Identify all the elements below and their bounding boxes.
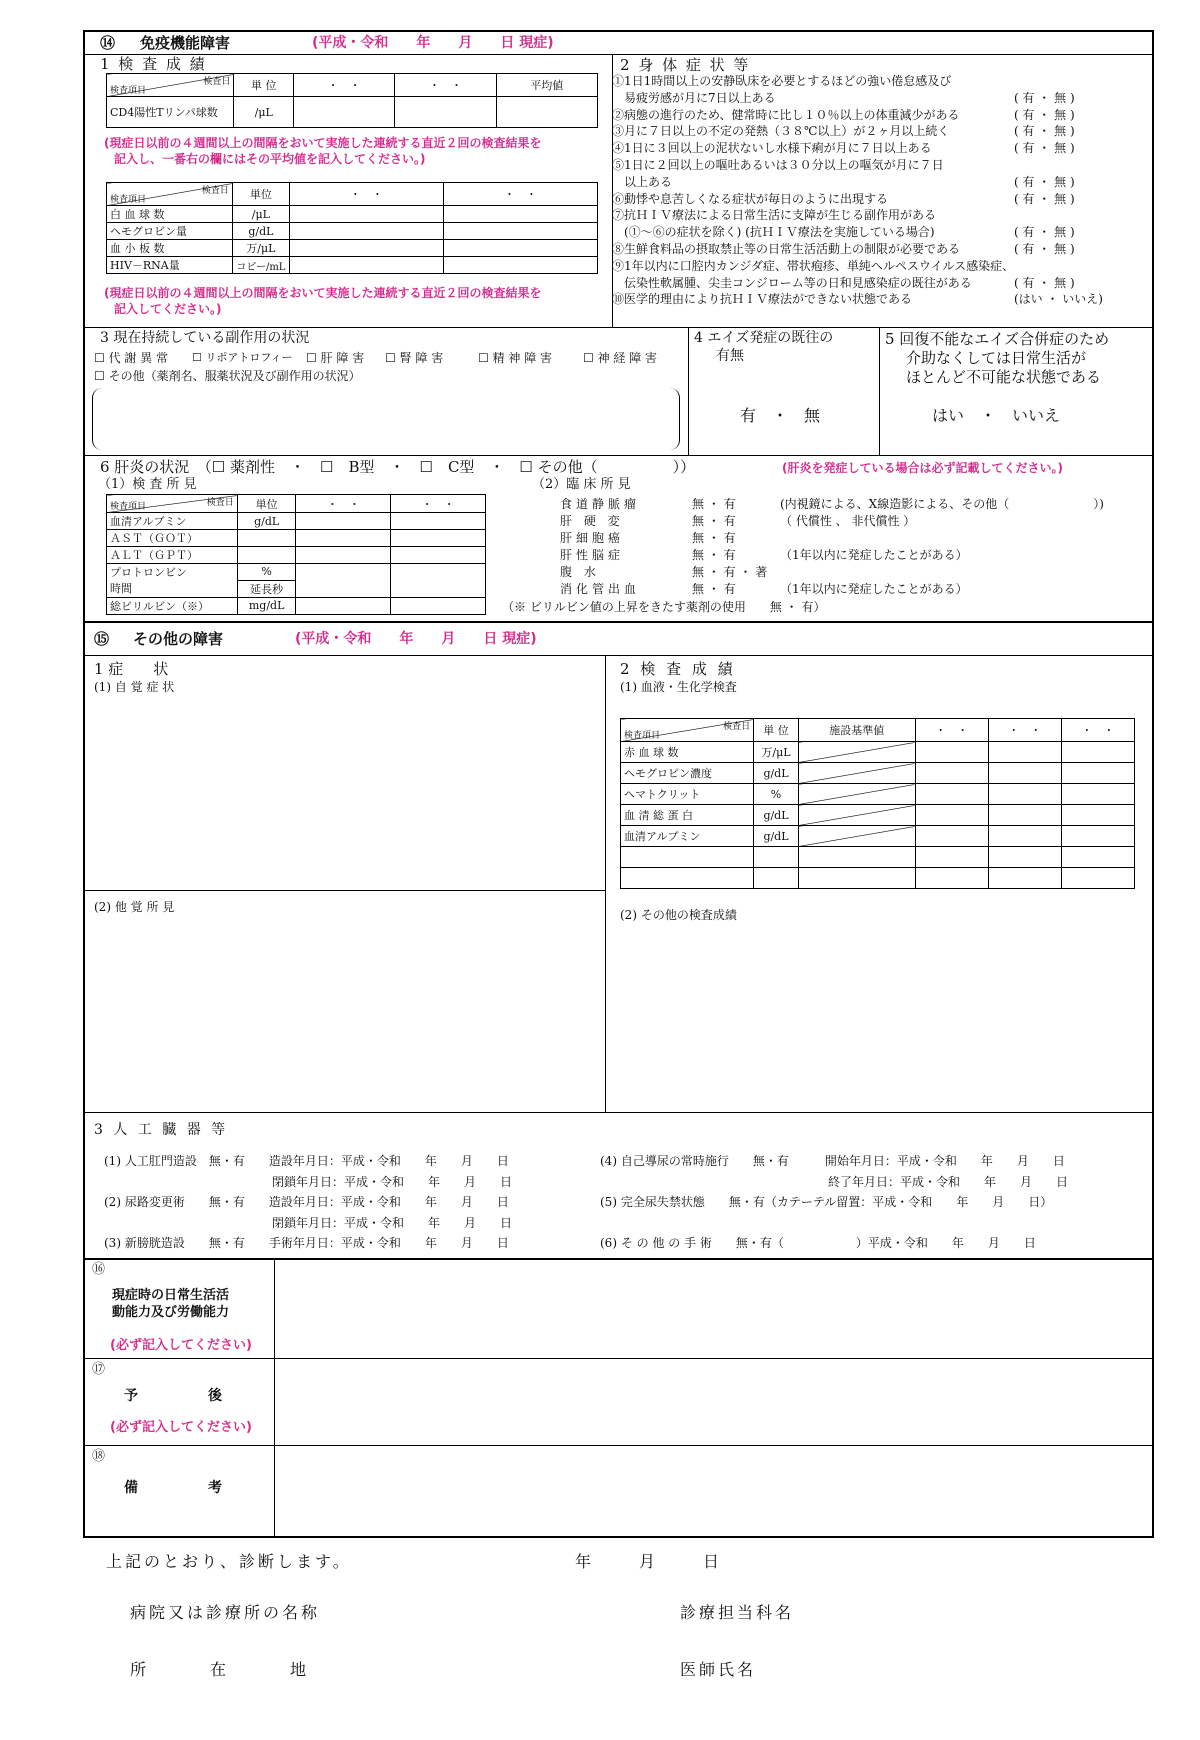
side-other-brackets[interactable]: [92, 388, 680, 450]
organ-row-right[interactable]: 終了年月日：平成・令和 年 月 日: [600, 1174, 1069, 1189]
organ-row-right[interactable]: (4) 自己導尿の常時施行 無・有 開始年月日：平成・令和 年 月 日: [600, 1154, 1065, 1168]
clin-note: （1年以内に発症したことがある）: [780, 548, 968, 562]
side-opt-3[interactable]: ☐ 肝 障 害: [306, 351, 365, 365]
organ-row-right[interactable]: (6) そ の 他 の 手 術 無・有（ ）平成・令和 年 月 日: [600, 1236, 1036, 1250]
side-opt-1[interactable]: ☐ 代 謝 異 常: [94, 351, 169, 365]
s15-blood-sub: (1) 血液・生化学検査: [620, 680, 737, 694]
s14-num: ⑭: [100, 34, 116, 52]
s15-title: その他の障害: [133, 630, 224, 648]
unrec-answer[interactable]: はい ・ いいえ: [932, 406, 1061, 425]
s14-note1: (現症日以前の４週間以上の間隔をおいて実施した連続する直近２回の検査結果を: [104, 136, 542, 150]
unrec-title2: 介助なくしては日常生活が: [906, 349, 1087, 367]
symptom-text: ⑨1年以内に口腔内カンジダ症、帯状疱疹、単純ヘルペスウイルス感染症、: [612, 258, 1015, 273]
unrec-title: 5 回復不能なエイズ合併症のため: [885, 330, 1110, 348]
plt-2[interactable]: [443, 240, 597, 257]
symptom-text: ⑩医学的理由により抗ＨＩＶ療法ができない状態である: [612, 292, 913, 307]
side-opt-2[interactable]: ☐ リポアトロフィー: [192, 351, 293, 364]
side-opt-5[interactable]: ☐ 精 神 障 害: [478, 351, 553, 365]
symptom-answer[interactable]: ( 有 ・ 無 ): [1014, 242, 1075, 256]
cd4-avg[interactable]: [496, 97, 597, 128]
cd4-val-1[interactable]: [293, 97, 394, 128]
cd4-val-2[interactable]: [395, 97, 496, 128]
clin-label: 肝 硬 変: [560, 514, 624, 528]
footer-doc: 医師氏名: [680, 1660, 757, 1679]
clin-answer[interactable]: 無 ・ 有 ・ 著: [692, 565, 768, 579]
s18-num: ⑱: [92, 1449, 106, 1464]
symptom-text: ⑧生鮮食料品の摂取禁止等の日常生活活動上の制限が必要である: [612, 242, 961, 256]
footer-diag: 上記のとおり、診断します。: [106, 1552, 352, 1571]
wbc-1[interactable]: [289, 206, 443, 223]
clin-label: 肝性脳症: [560, 548, 625, 562]
symptom-text: ⑥動悸や息苦しくなる症状が毎日のように出現する: [612, 191, 889, 206]
side-other[interactable]: ☐ その他（薬剤名、服薬状況及び副作用の状況）: [94, 369, 361, 383]
symptom-text: ③月に７日以上の不定の発熱（３８℃以上）が２ヶ月以上続く: [612, 124, 950, 139]
s17-field[interactable]: [276, 1360, 1152, 1444]
s17-req: (必ず記入してください): [110, 1420, 252, 1435]
s15-date: (平成・令和 年 月 日 現症): [295, 631, 537, 647]
symptom-text: 伝染性軟属腫、尖圭コンジローム等の日和見感染症の既往がある: [612, 275, 972, 290]
symptom-answer[interactable]: ( 有 ・ 無 ): [1014, 191, 1075, 206]
clin-label: 肝細胞癌: [560, 531, 625, 545]
organ-row[interactable]: 閉鎖年月日：平成・令和 年 月 日: [104, 1174, 513, 1189]
clin-answer[interactable]: 無 ・ 有: [692, 497, 736, 511]
organ-row[interactable]: (1) 人工肛門造設 無・有 造設年月日：平成・令和 年 月 日: [104, 1154, 509, 1168]
side-opt-6[interactable]: ☐ 神 経 障 害: [583, 351, 658, 365]
s14-test-title: 1 検 査 成 績: [100, 55, 207, 73]
s14-date: (平成・令和 年 月 日 現症): [312, 35, 554, 51]
clin-label: 腹 水: [560, 565, 600, 579]
clin-answer[interactable]: 無 ・ 有: [692, 582, 736, 596]
hep-table: 検査日 検査項目 単位 ・ ・ ・ ・ 血清アルブミン g/dL ＡＳＴ（ＧＯＴ） ＡＬＴ（ＧＰＴ） プロトロンビン % 時間 延長秒 総ビリルビン（※） mg/dL: [106, 494, 486, 615]
symptom-text: 以上ある: [612, 174, 673, 189]
symptom-text: ②病態の進行のため、健常時に比し１０％以上の体重減少がある: [612, 107, 960, 122]
hep-title: 6 肝炎の状況 （☐ 薬剤性 ・ ☐ B型 ・ ☐ C型 ・ ☐ その他（ ））: [100, 458, 696, 476]
symptom-text: ⑤1日に２回以上の嘔吐あるいは３０分以上の嘔気が月に７日: [612, 158, 944, 172]
aids-title2: 有無: [716, 348, 744, 364]
aids-title: 4 エイズ発症の既往の: [694, 330, 834, 346]
s14-side-title: 3 現在持続している副作用の状況: [100, 330, 310, 346]
s14-note1b: 記入し、一番右の欄にはその平均値を記入してください。): [114, 152, 426, 166]
s16-l2: 動能力及び労働能力: [112, 1305, 230, 1320]
organ-title: 3 人 工 臓 器 等: [94, 1122, 229, 1138]
s15-other-tests: (2) その他の検査成績: [620, 908, 737, 922]
s15-blood-table: 検査日 検査項目 単 位 施設基準値 ・ ・ ・ ・ ・ ・ 赤 血 球 数 万/μL ヘモグロビン濃度 g/dL ヘマトクリット % 血 清 総 蛋 白 g/dL 血清アルブミン g/dL: [620, 718, 1135, 889]
s15-obj: (2) 他 覚 所 見: [94, 900, 175, 914]
clin-answer[interactable]: 無 ・ 有: [692, 531, 736, 545]
s16-field[interactable]: [276, 1260, 1152, 1358]
s15-sym-title: 1 症 状: [94, 660, 169, 678]
symptom-answer[interactable]: ( 有 ・ 無 ): [1014, 275, 1075, 290]
symptom-answer[interactable]: ( 有 ・ 無 ): [1014, 225, 1075, 240]
symptom-answer[interactable]: ( 有 ・ 無 ): [1014, 141, 1075, 156]
s17-l1: 予 後: [124, 1388, 222, 1404]
clin-foot: （※ ビリルビン値の上昇をきたす薬剤の使用 無 ・ 有）: [502, 600, 826, 614]
symptom-answer[interactable]: ( 有 ・ 無 ): [1014, 90, 1075, 105]
s14-note2: (現症日以前の４週間以上の間隔をおいて実施した連続する直近２回の検査結果を: [104, 286, 542, 300]
cd4-label: CD4陽性Tリンパ球数: [107, 97, 234, 128]
symptom-text: (①〜⑥の症状を除く) (抗ＨＩＶ療法を実施している場合): [612, 225, 935, 240]
s15-num: ⑮: [94, 630, 110, 648]
symptom-text: ①1日1時間以上の安静臥床を必要とするほどの強い倦怠感及び: [612, 74, 952, 88]
organ-row-right[interactable]: (5) 完全尿失禁状態 無・有（カテーテル留置：平成・令和 年 月 日）: [600, 1195, 1053, 1209]
clin-note: (内視鏡による、X線造影による、その他（ ）): [780, 497, 1104, 511]
organ-row[interactable]: (2) 尿路変更術 無・有 造設年月日：平成・令和 年 月 日: [104, 1195, 509, 1209]
organ-row[interactable]: (3) 新膀胱造設 無・有 手術年月日：平成・令和 年 月 日: [104, 1236, 509, 1250]
symptom-answer[interactable]: ( 有 ・ 無 ): [1014, 124, 1075, 139]
organ-row[interactable]: 閉鎖年月日：平成・令和 年 月 日: [104, 1215, 513, 1230]
s16-l1: 現症時の日常生活活: [112, 1288, 230, 1303]
cd4-table: 検査日 検査項目 単 位 ・ ・ ・ ・ 平均値 CD4陽性Tリンパ球数 /μL: [106, 73, 598, 128]
s14-sym-title: 2 身 体 症 状 等: [620, 56, 751, 74]
symptom-text: ④1日に３回以上の泥状ないし水様下痢が月に７日以上ある: [612, 141, 932, 156]
symptom-answer[interactable]: (はい ・ いいえ): [1014, 292, 1103, 307]
hiv-2[interactable]: [443, 257, 597, 274]
s15-test-title: 2 検 査 成 績: [620, 660, 736, 678]
symptom-answer[interactable]: ( 有 ・ 無 ): [1014, 174, 1075, 189]
plt-1[interactable]: [289, 240, 443, 257]
symptom-text: 易疲労感が月に7日以上ある: [612, 90, 776, 105]
footer-hosp: 病院又は診療所の名称: [130, 1603, 321, 1622]
clin-note: （1年以内に発症したことがある）: [780, 582, 968, 596]
unrec-title3: ほとんど不可能な状態である: [906, 368, 1102, 386]
clin-note: （ 代償性 、 非代償性 ）: [780, 514, 916, 528]
s18-l1: 備 考: [124, 1480, 222, 1496]
blood-table: 検査日 検査項目 単位 ・ ・ ・ ・ 白 血 球 数 /μL ヘモグロビン量 g/dL 血 小 板 数 万/μL HIV－RNA量 コピー/mL: [106, 182, 598, 274]
clin-label: 食道静脈瘤: [560, 497, 641, 511]
hb-1[interactable]: [289, 223, 443, 240]
footer-addr: 所 在 地: [130, 1660, 307, 1679]
s14-title: 免疫機能障害: [140, 34, 231, 52]
hb-2[interactable]: [443, 223, 597, 240]
s15-subj: (1) 自 覚 症 状: [94, 680, 175, 694]
hep-lab-title: （1）検 査 所 見: [98, 477, 197, 492]
aids-answer[interactable]: 有 ・ 無: [740, 406, 821, 425]
clin-title: （2）臨 床 所 見: [532, 477, 631, 492]
hiv-1[interactable]: [289, 257, 443, 274]
symptom-answer[interactable]: ( 有 ・ 無 ): [1014, 107, 1075, 122]
footer-dept: 診療担当科名: [680, 1603, 795, 1622]
s17-num: ⑰: [92, 1362, 106, 1377]
clin-answer[interactable]: 無 ・ 有: [692, 548, 736, 562]
s14-note2b: 記入してください。): [114, 302, 222, 316]
s16-req: (必ず記入してください): [110, 1338, 252, 1353]
footer-date[interactable]: 年 月 日: [575, 1552, 720, 1571]
symptom-text: ⑦抗ＨＩＶ療法による日常生活に支障が生じる副作用がある: [612, 208, 937, 223]
s18-field[interactable]: [276, 1447, 1152, 1536]
hep-note: (肝炎を発症している場合は必ず記載してください。): [782, 461, 1063, 475]
wbc-2[interactable]: [443, 206, 597, 223]
clin-answer[interactable]: 無 ・ 有: [692, 514, 736, 528]
side-opt-4[interactable]: ☐ 腎 障 害: [385, 351, 444, 365]
clin-label: 消化管出血: [560, 582, 641, 596]
s16-num: ⑯: [92, 1262, 106, 1277]
